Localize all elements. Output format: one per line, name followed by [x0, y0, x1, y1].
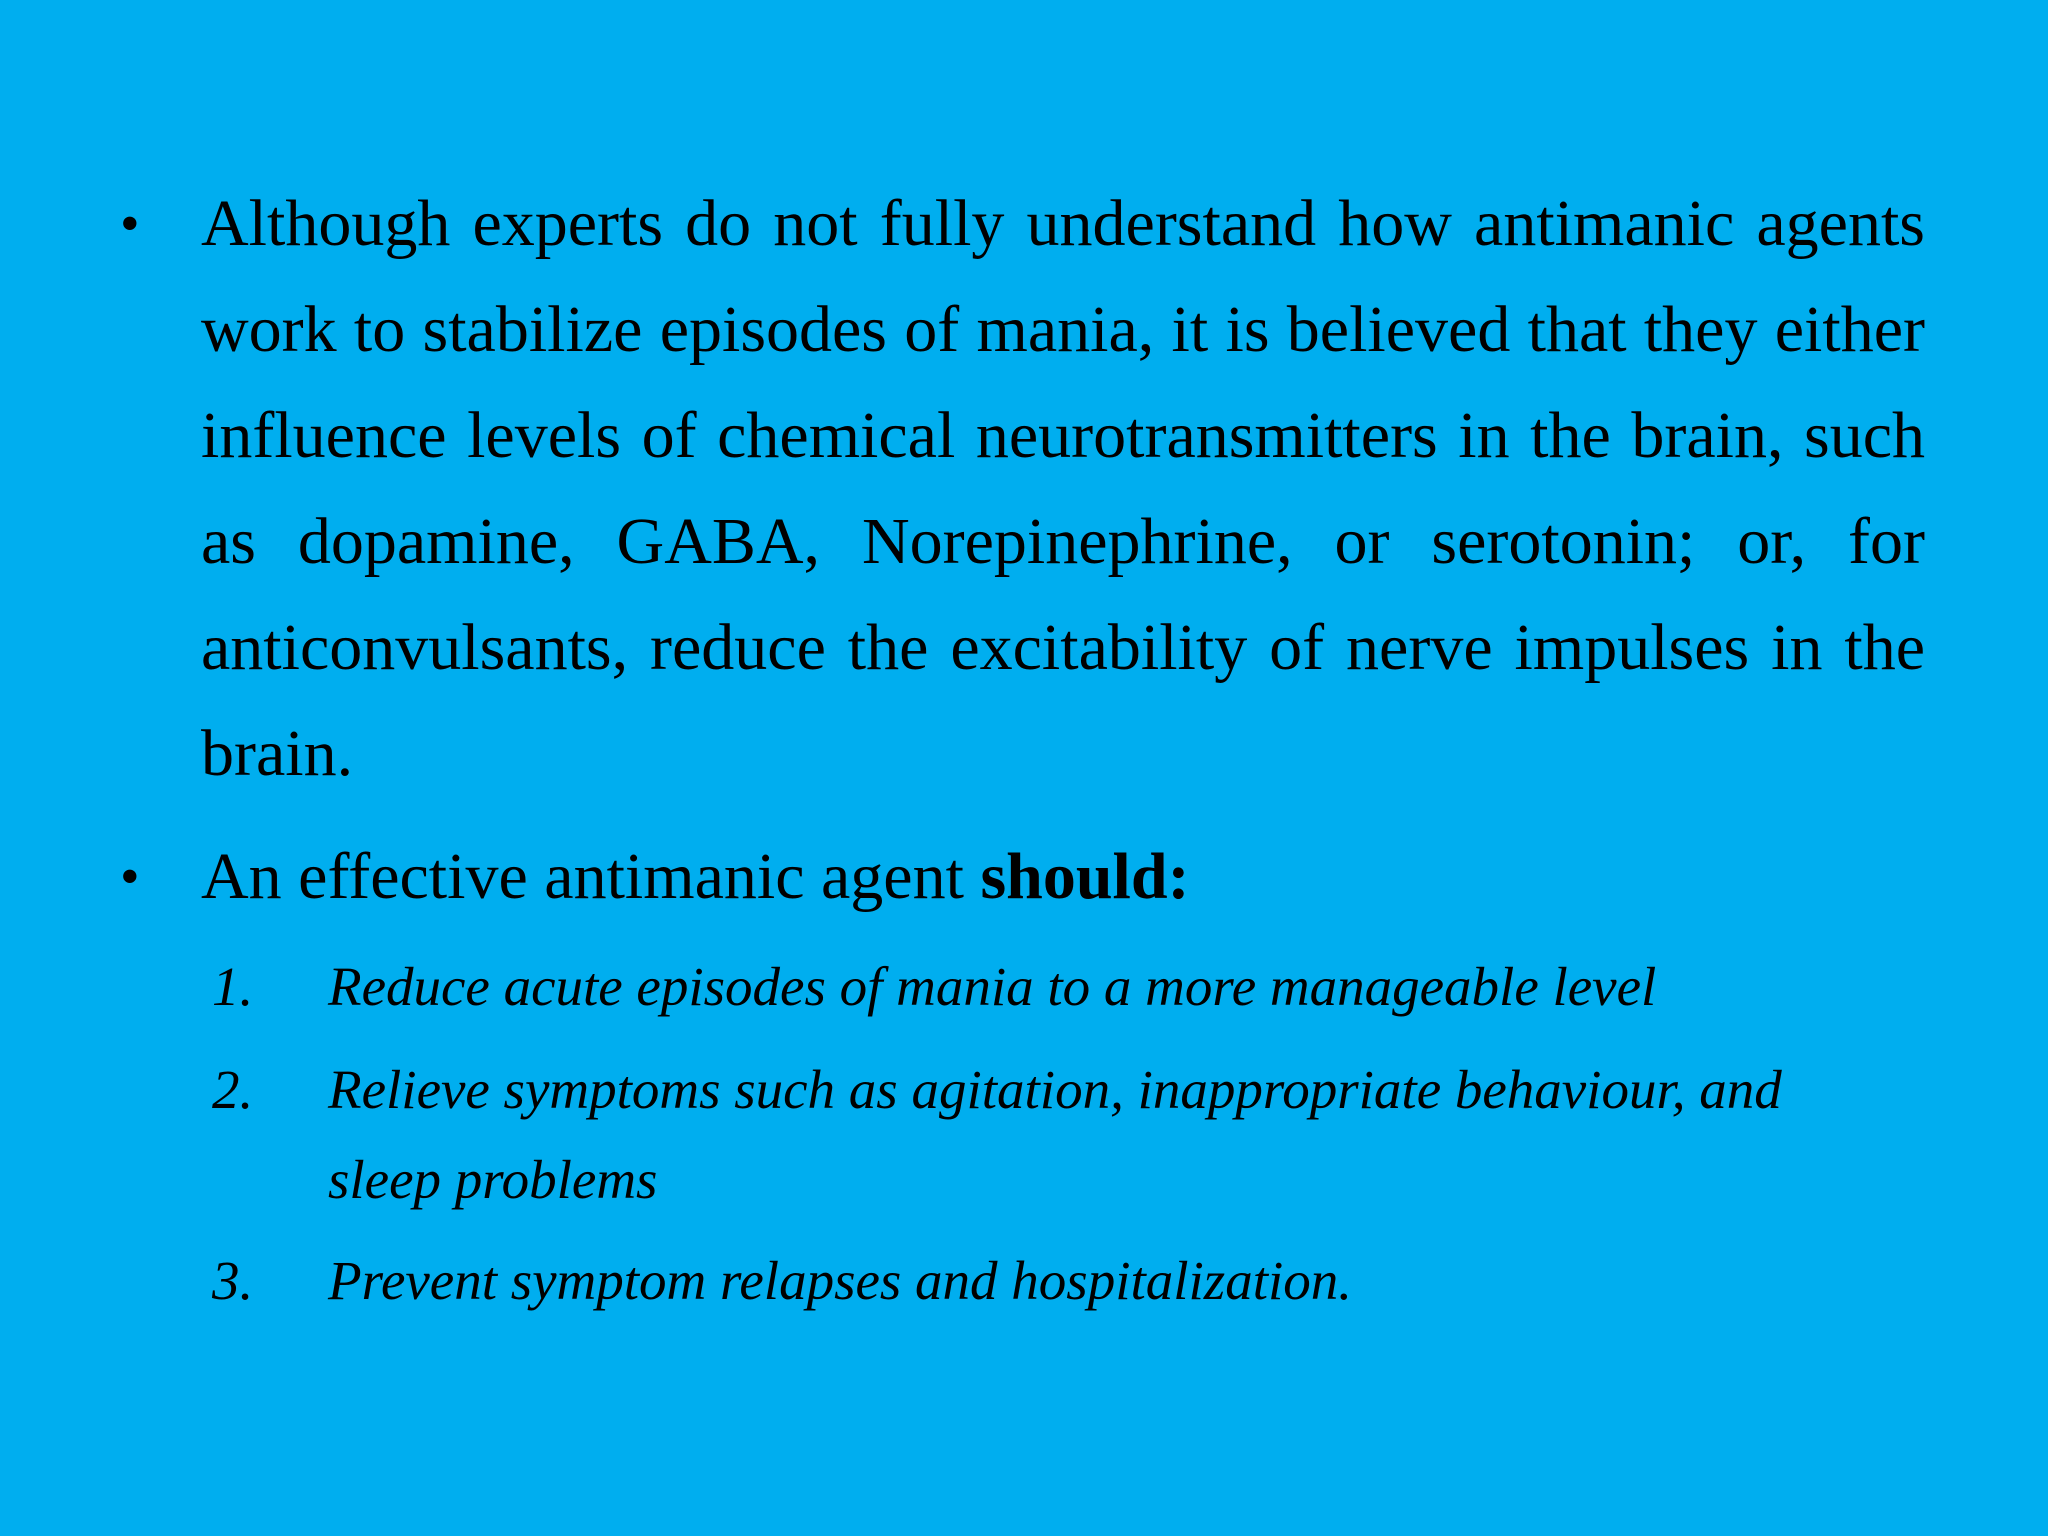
numbered-item-number: 2.: [212, 1059, 254, 1120]
bullet-text-plain: An effective antimanic agent: [201, 840, 981, 913]
bullet-text-mechanism: Although experts do not fully understand how antimanic agents work to stabilize episodes of mania, it is believed that they either influence levels of chemical neurotransmitters in the brain, such as dopamine, GABA, Norepinephrine, or serotonin; or, for anticonvulsants, reduce the excitability of nerve impulses in the brain.: [201, 187, 1925, 790]
bullet-text-bold: should:: [980, 840, 1190, 913]
numbered-item-text: Prevent symptom relapses and hospitalization.: [328, 1250, 1353, 1311]
numbered-item-number: 1.: [212, 956, 254, 1017]
bullet-marker: •: [120, 846, 140, 908]
bullet-text-effective-agent: [201, 824, 1925, 930]
numbered-item-number: 3.: [212, 1250, 254, 1311]
numbered-item-text: Reduce acute episodes of mania to a more manageable level: [328, 956, 1657, 1017]
numbered-item-text: Relieve symptoms such as agitation, inappropriate behaviour, and sleep problems: [328, 1059, 1782, 1210]
bullet-marker: •: [120, 193, 140, 255]
